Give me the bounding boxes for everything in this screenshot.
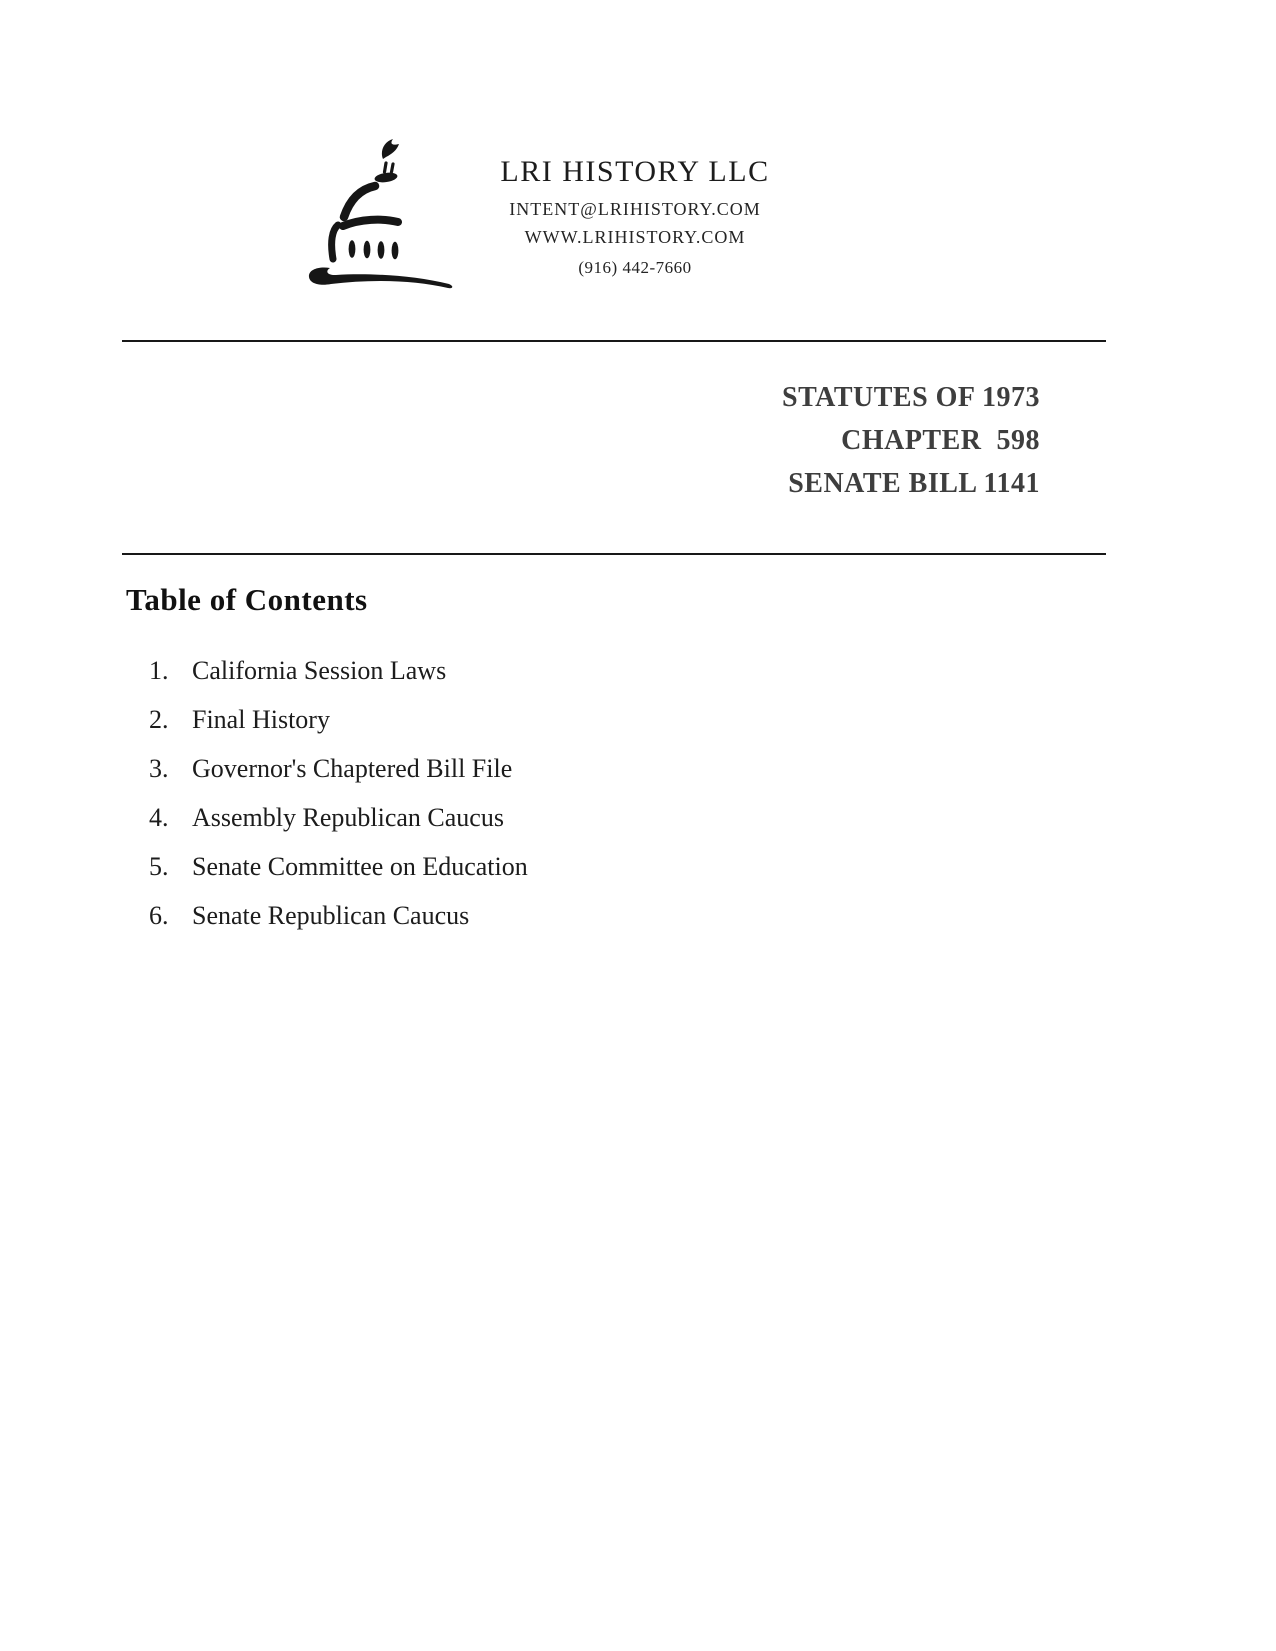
toc-item-label: Senate Republican Caucus xyxy=(192,901,470,930)
company-name: LRI HISTORY LLC xyxy=(500,155,770,188)
toc-item-number: 3. xyxy=(149,754,169,783)
toc-item-number: 6. xyxy=(149,901,169,930)
senate-bill-line: SENATE BILL 1141 xyxy=(788,468,1040,499)
email-address: INTENT@LRIHISTORY.COM xyxy=(509,199,761,219)
toc-item-label: Assembly Republican Caucus xyxy=(192,803,504,832)
divider-top xyxy=(122,340,1106,342)
statutes-year-line: STATUTES OF 1973 xyxy=(782,382,1040,413)
toc-heading: Table of Contents xyxy=(126,582,368,617)
phone-number: (916) 442-7660 xyxy=(578,258,692,277)
letterhead xyxy=(435,153,835,277)
toc-item xyxy=(149,853,528,881)
toc-item-number: 5. xyxy=(149,852,169,881)
toc-item-label: Final History xyxy=(192,705,330,734)
toc-item-number: 4. xyxy=(149,803,169,832)
toc-item xyxy=(149,755,528,783)
toc-item-number: 1. xyxy=(149,656,169,685)
toc-item-number: 2. xyxy=(149,705,169,734)
toc-item xyxy=(149,706,528,734)
toc-item xyxy=(149,804,528,832)
toc-item xyxy=(149,902,528,930)
toc-item-label: Governor's Chaptered Bill File xyxy=(192,754,513,783)
statute-reference xyxy=(782,376,1040,505)
toc-item-label: Senate Committee on Education xyxy=(192,852,528,881)
website-url: WWW.LRIHISTORY.COM xyxy=(524,227,746,247)
toc-list xyxy=(149,657,528,951)
toc-item xyxy=(149,657,528,685)
chapter-line: CHAPTER 598 xyxy=(841,425,1040,456)
divider-bottom xyxy=(122,553,1106,555)
toc-item-label: California Session Laws xyxy=(192,656,447,685)
